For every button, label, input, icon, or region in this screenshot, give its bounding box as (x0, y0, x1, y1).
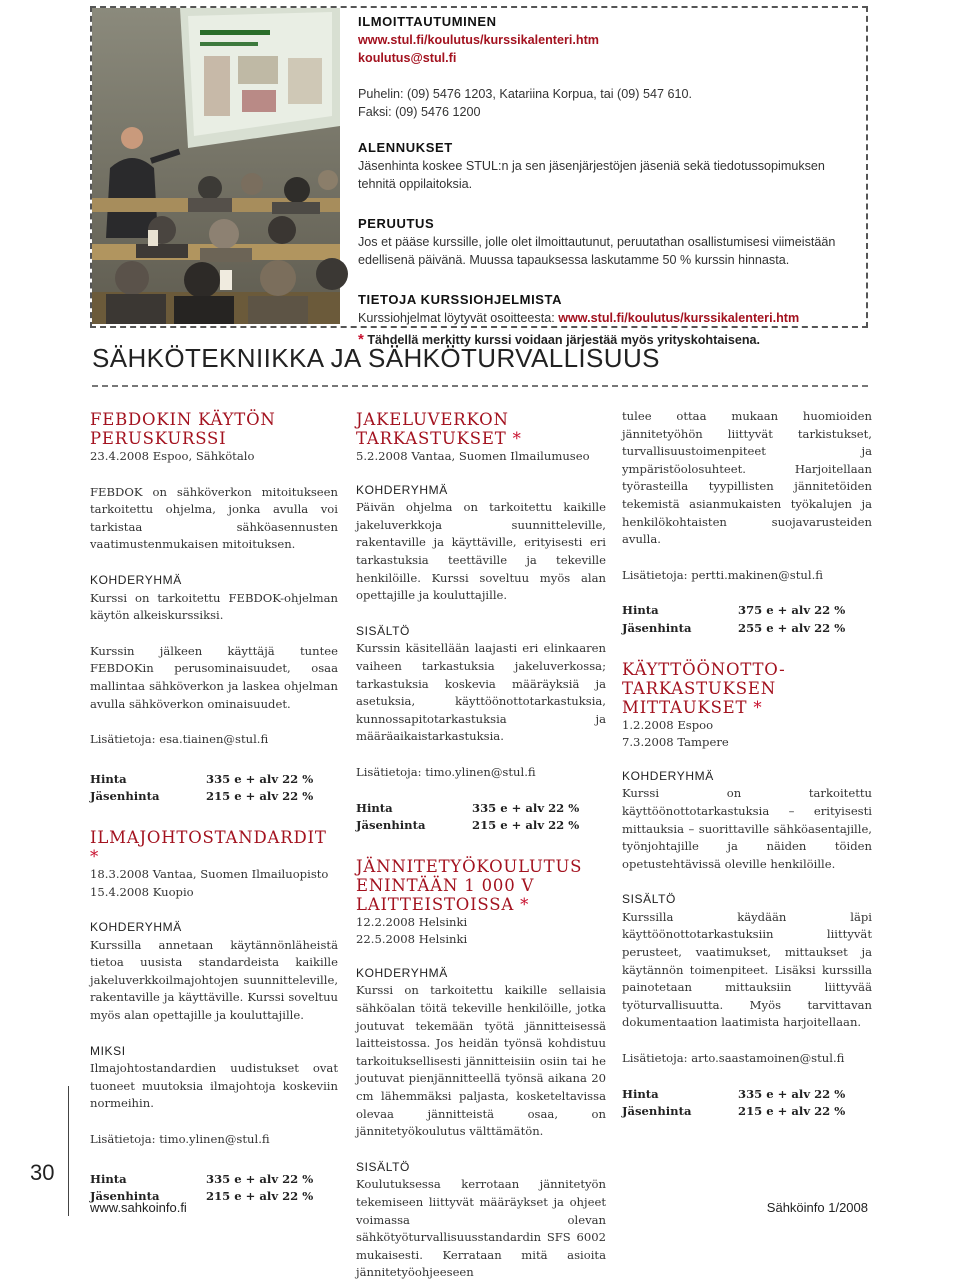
course-date: 15.4.2008 Kuopio (90, 884, 194, 899)
footer-issue: Sähköinfo 1/2008 (766, 1200, 868, 1215)
price-label: Hinta (622, 1086, 659, 1101)
contact-info: Lisätietoja: esa.tiainen@stul.fi (90, 732, 269, 747)
target-group-heading: KOHDERYHMÄ (356, 482, 448, 497)
target-group-text: Kurssi on tarkoitettu käyttöönottotarkastuksia – erityisesti mittauksia – suorittaville sähköasentajille, työnjohtajille ja näiden töiden opetustehtävissä oleville henkilöille. (622, 786, 872, 871)
course-title-kayttoonotto (622, 660, 872, 717)
spacer (356, 466, 606, 482)
course-date: 18.3.2008 Vantaa, Suomen Ilmailuopisto (90, 866, 329, 881)
content-heading: SISÄLTÖ (356, 1159, 410, 1174)
course-title-ilmajohto (90, 828, 338, 866)
member-price-label: Jäsenhinta (90, 789, 160, 804)
price-label: Hinta (90, 771, 127, 786)
course-title-jannitetyo (356, 857, 606, 914)
spacer (622, 638, 872, 660)
price-row (622, 1086, 872, 1104)
target-group-heading: KOHDERYHMÄ (356, 965, 448, 980)
footer-website-link[interactable]: www.sahkoinfo.fi (90, 1200, 187, 1215)
lecture-photo-image (92, 8, 340, 324)
spacer (90, 806, 338, 828)
member-price-row (622, 620, 872, 638)
star-marker: * (358, 331, 364, 348)
course-date: 23.4.2008 Espoo, Sähkötalo (90, 449, 255, 463)
spacer (90, 901, 338, 919)
member-price-value: 215 e + alv 22 % (738, 1104, 846, 1119)
target-group-heading: KOHDERYHMÄ (90, 572, 182, 587)
content-heading: SISÄLTÖ (356, 623, 410, 638)
course-date: 22.5.2008 Helsinki (356, 932, 468, 947)
price-row (356, 800, 606, 818)
target-group-text: Kurssilla annetaan käytännönläheistä tietoa uusista standardeista kaikille jakeluverkkoilmajohtojen suunnitteleville, rakentaville ja käyttäville. Kurssi soveltuu myös alan opettajille ja kouluttajille. (90, 937, 338, 1023)
price-label: Hinta (90, 1171, 127, 1186)
discounts-heading: ALENNUKSET (358, 140, 453, 155)
course-title-text: ILMAJOHTOSTANDARDIT (90, 827, 327, 847)
spacer (90, 1113, 338, 1131)
content-text: Kurssin käsitellään laajasti eri elinkaaren vaiheen tarkastuksia jakeluverkossa; tarkastuksia koskevia määräyksiä ja asetuksia, käyttöönottotarkastuksia, kunnossapitotarkastuksia ja määräaikaistarkastuksia. (356, 641, 606, 744)
member-price-label: Jäsenhinta (356, 818, 426, 833)
member-price-value: 255 e + alv 22 % (738, 620, 846, 635)
lecture-photo (92, 8, 340, 324)
registration-url-link[interactable]: www.stul.fi/koulutus/kurssikalenteri.htm (358, 33, 599, 47)
spacer (358, 121, 858, 139)
contact-info: Lisätietoja: timo.ylinen@stul.fi (90, 1132, 270, 1147)
column-1 (90, 410, 338, 1206)
target-group-text: Kurssi on tarkoitettu kaikille sellaisia sähköalan töitä tekeville henkilöille, jotka joutuvat tekemään työtä jännitteisessä laitteistossa. Jos heidän työnsä kohdistuu tarkoituksellisesti jännitteisiin osiin tai he joutuvat pienjännitteellä työnsä aikana 20 cm lähemmäksi paljasta, kosketeltavissa olevaa jännitteistä osaa, on jännitetyökoulutus välttämätön. (356, 983, 606, 1139)
price-label: Hinta (622, 603, 659, 618)
star-marker: * (90, 846, 100, 866)
member-price-label: Jäsenhinta (622, 1104, 692, 1119)
spacer (356, 782, 606, 800)
column-3 (622, 408, 872, 1121)
spacer (90, 554, 338, 572)
spacer (356, 746, 606, 764)
programs-url-link[interactable]: www.stul.fi/koulutus/kurssikalenteri.htm (558, 311, 800, 325)
spacer (622, 549, 872, 567)
price-row (90, 1171, 338, 1189)
course-date: 7.3.2008 Tampere (622, 735, 729, 750)
discounts-text: Jäsenhinta koskee STUL:n ja sen jäsenjärjestöjen jäseniä sekä tiedotussopimuksen tehnitä oppilaitoksia. (358, 159, 825, 191)
why-text: Ilmajohtostandardien uudistukset ovat tuoneet muutoksia ilmajohtoja koskeviin normeihin. (90, 1061, 338, 1111)
registration-info (358, 13, 858, 349)
target-group-text: Päivän ohjelma on tarkoitettu kaikille jakeluverkkoja suunnitteleville, rakentaville ja käyttäville, erityisesti eri tarkastuksia teettäville ja tekeville henkilöille. Kurssi soveltuu myös alan opettajille ja kouluttajille. (356, 500, 606, 603)
course-date: 12.2.2008 Helsinki (356, 914, 468, 929)
column-2 (356, 410, 606, 1282)
target-group-heading: KOHDERYHMÄ (90, 920, 182, 935)
section-divider (92, 385, 868, 387)
price-value: 335 e + alv 22 % (738, 1086, 846, 1101)
programs-text: Kurssiohjelmat löytyvät osoitteesta: (358, 311, 555, 325)
registration-fax: Faksi: (09) 5476 1200 (358, 105, 481, 119)
course-description: FEBDOK on sähköverkon mitoitukseen tarkoitettu ohjelma, jonka avulla voi tarkistaa sähköasennusten vaatimustenmukaisen mitoituksen. (90, 484, 338, 552)
price-row (90, 771, 338, 789)
spacer (622, 584, 872, 602)
member-price-row (90, 788, 338, 806)
spacer (358, 269, 858, 291)
price-value: 335 e + alv 22 % (206, 771, 314, 786)
spacer (356, 1141, 606, 1159)
spacer (90, 1149, 338, 1171)
star-marker: * (753, 697, 763, 717)
content-text: Kurssilla käydään läpi käyttöönottotarkastuksiin liittyvät perusteet, vaatimukset, mittaukset ja käytännön toimenpiteet. Lisäksi kurssilla painotetaan mittauksiin liittyvää työturvallisuutta. Myös tarvittavan dokumentaation laatimista harjoitellaan. (622, 909, 872, 1030)
cancellation-heading: PERUUTUS (358, 216, 435, 231)
programs-heading: TIETOJA KURSSIOHJELMISTA (358, 292, 563, 307)
page-number-divider (68, 1086, 69, 1216)
spacer (90, 713, 338, 731)
spacer (90, 749, 338, 771)
spacer (90, 1025, 338, 1043)
spacer (90, 466, 338, 484)
price-row (622, 602, 872, 620)
course-title-text: KÄYTTÖÖNOTTO-TARKASTUKSEN MITTAUKSET (622, 659, 786, 717)
member-price-value: 215 e + alv 22 % (206, 1189, 314, 1204)
star-marker: * (512, 429, 522, 448)
course-title-febdok: FEBDOKIN KÄYTÖN PERUSKURSSI (90, 410, 276, 448)
registration-heading: ILMOITTAUTUMINEN (358, 14, 497, 29)
member-price-row (356, 817, 606, 835)
price-value: 335 e + alv 22 % (206, 1171, 314, 1186)
spacer (90, 625, 338, 643)
spacer (622, 1032, 872, 1050)
registration-phone: Puhelin: (09) 5476 1203, Katariina Korpua, tai (09) 547 610. (358, 87, 692, 101)
target-group-heading: KOHDERYHMÄ (622, 768, 714, 783)
course-title-text: JÄNNITETYÖKOULUTUS ENINTÄÄN 1 000 V LAITTEISTOISSA (356, 856, 583, 914)
programs-note: Tähdellä merkitty kurssi voidaan järjestää myös yrityskohtaisena. (367, 333, 761, 347)
price-label: Hinta (356, 800, 393, 815)
spacer (622, 752, 872, 768)
course-title-jakeluverkko (356, 410, 606, 448)
member-price-label: Jäsenhinta (90, 1189, 160, 1204)
spacer (356, 835, 606, 857)
spacer (358, 193, 858, 215)
cancellation-text: Jos et pääse kurssille, jolle olet ilmoittautunut, peruutathan osallistumisesi viimeistään edellisenä päivänä. Muussa tapauksessa laskutamme 50 % kurssin hinnasta. (358, 235, 836, 267)
content-heading: SISÄLTÖ (622, 892, 676, 907)
course-date: 1.2.2008 Espoo (622, 717, 714, 732)
member-price-row (622, 1103, 872, 1121)
spacer (358, 67, 858, 85)
contact-info: Lisätietoja: pertti.makinen@stul.fi (622, 567, 823, 582)
member-price-value: 215 e + alv 22 % (206, 789, 314, 804)
spacer (356, 605, 606, 623)
page-number: 30 (30, 1160, 55, 1185)
spacer (356, 949, 606, 965)
registration-email-link[interactable]: koulutus@stul.fi (358, 51, 457, 65)
course-outcome-text: Kurssin jälkeen käyttäjä tuntee FEBDOKin perusominaisuudet, osaa mallintaa sähköverkon ja laskea ohjelman avulla sähköverkon ominaisuudet. (90, 643, 338, 711)
member-price-value: 215 e + alv 22 % (472, 818, 580, 833)
why-heading: MIKSI (90, 1043, 126, 1058)
content-text: Koulutuksessa kerrotaan jännitetyön tekemiseen liittyvät määräykset ja ohjeet voimassa olevan sähkötyöturvallisuusstandardin SFS 6002 mukaisesti. Kerrataan mitä asioita jännitetyöohjeeseen (356, 1177, 606, 1280)
content-continuation-text: tulee ottaa mukaan huomioiden jännitetyöhön liittyvät tarkistukset, turvallisuustoimenpiteet ja ympäristöolosuhteet. Harjoitellaan työrasteilla tyypillisten jännitetöiden tekemistä asianmukaisten työkalujen ja henkilökohtaisten suojavarusteiden avulla. (622, 409, 872, 547)
spacer (622, 873, 872, 891)
target-group-text: Kurssi on tarkoitettu FEBDOK-ohjelman käytön alkeiskurssiksi. (90, 590, 338, 623)
price-value: 335 e + alv 22 % (472, 800, 580, 815)
star-marker: * (520, 894, 530, 914)
contact-info: Lisätietoja: arto.saastamoinen@stul.fi (622, 1051, 845, 1066)
spacer (622, 1068, 872, 1086)
contact-info: Lisätietoja: timo.ylinen@stul.fi (356, 764, 536, 779)
course-date: 5.2.2008 Vantaa, Suomen Ilmailumuseo (356, 449, 590, 463)
section-title: SÄHKÖTEKNIIKKA JA SÄHKÖTURVALLISUUS (92, 343, 660, 373)
price-value: 375 e + alv 22 % (738, 603, 846, 618)
course-title-text: JAKELUVERKON TARKASTUKSET (356, 410, 509, 448)
member-price-label: Jäsenhinta (622, 620, 692, 635)
programs-line (358, 309, 858, 327)
